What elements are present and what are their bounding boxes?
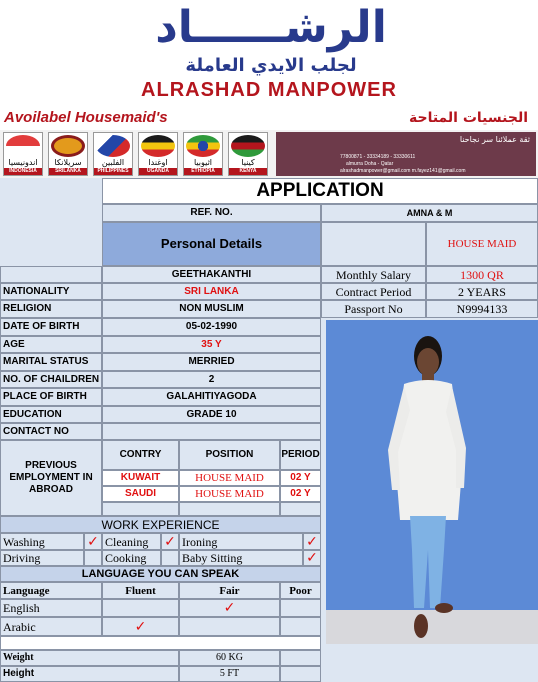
empty-cell bbox=[280, 502, 321, 516]
skill-baby-sitting-check-icon: ✓ bbox=[303, 550, 321, 566]
marital-status-value: MERRIED bbox=[102, 353, 321, 371]
contact-banner bbox=[276, 132, 536, 176]
flag-label-arabic: اثيوبيا bbox=[193, 158, 213, 167]
employment-row-period: 02 Y bbox=[280, 486, 321, 502]
contact-emails: alrashadmanpower@gmail.com m.fayez141@gmail.com bbox=[340, 168, 466, 174]
uganda-flag-icon bbox=[141, 135, 175, 157]
philippines-flag-icon bbox=[96, 135, 130, 157]
language-english-poor-empty bbox=[280, 599, 321, 617]
employment-header-period: PERIOD bbox=[280, 440, 321, 470]
flag-label-arabic: اندونيسيا bbox=[8, 158, 38, 167]
contact-phones: 77800871 - 33334189 - 33330611 bbox=[340, 154, 416, 160]
monthly-salary-value: 1300 QR bbox=[426, 266, 538, 283]
birthplace-label: PLACE OF BIRTH bbox=[0, 388, 102, 406]
ref-label: REF. NO. bbox=[102, 204, 321, 222]
flag-uganda bbox=[138, 132, 178, 176]
dob-value: 05-02-1990 bbox=[102, 318, 321, 336]
flag-indonesia bbox=[3, 132, 43, 176]
employment-row-period: 02 Y bbox=[280, 470, 321, 486]
religion-label: RELIGION bbox=[0, 300, 102, 318]
flag-label-english: PHILIPPINES bbox=[94, 168, 132, 175]
skill-washing: Washing bbox=[0, 533, 84, 550]
height-label: Height bbox=[0, 666, 179, 682]
employment-header-position: POSITION bbox=[179, 440, 280, 470]
employment-row-position: HOUSE MAID bbox=[179, 486, 280, 502]
empty-cell bbox=[179, 502, 280, 516]
nationality-label: NATIONALITY bbox=[0, 283, 102, 300]
employment-header-country: CONTRY bbox=[102, 440, 179, 470]
language-arabic-poor-empty bbox=[280, 617, 321, 636]
candidate-photo bbox=[326, 320, 538, 644]
available-nationalities-arabic: الجنسيات المتاحة bbox=[408, 110, 528, 126]
contact-no-value bbox=[102, 423, 321, 440]
language-english: English bbox=[0, 599, 102, 617]
employment-row-position: HOUSE MAID bbox=[179, 470, 280, 486]
language-arabic: Arabic bbox=[0, 617, 102, 636]
flag-label-arabic: سريلانكا bbox=[54, 158, 82, 167]
marital-status-label: MARITAL STATUS bbox=[0, 353, 102, 371]
person-figure-icon bbox=[326, 320, 538, 644]
children-label: NO. OF CHAILDREN bbox=[0, 371, 102, 388]
flag-label-arabic: اوغندا bbox=[148, 158, 168, 167]
flag-label-arabic: كينيا bbox=[241, 158, 255, 167]
form-title: APPLICATION bbox=[102, 178, 538, 204]
children-value: 2 bbox=[102, 371, 321, 388]
personal-details-heading: Personal Details bbox=[102, 222, 321, 266]
empty-cell bbox=[321, 222, 426, 266]
contact-tagline: ثقة عملائنا سر نجاحنا bbox=[459, 135, 530, 144]
flag-label-arabic: الفلبين bbox=[101, 158, 125, 167]
language-arabic-fluent-check-icon: ✓ bbox=[102, 617, 179, 636]
height-value: 5 FT bbox=[179, 666, 280, 682]
skill-driving-check-empty bbox=[84, 550, 102, 566]
flag-philippines bbox=[93, 132, 133, 176]
language-english-fluent-empty bbox=[102, 599, 179, 617]
tagline-arabic: لجلب الايدي العاملة bbox=[185, 55, 357, 76]
languages-heading: LANGUAGE YOU CAN SPEAK bbox=[0, 566, 321, 582]
skill-cleaning-check-icon: ✓ bbox=[161, 533, 179, 550]
previous-employment-label: PREVIOUS EMPLOYMENT IN ABROAD bbox=[0, 440, 102, 516]
skill-cleaning: Cleaning bbox=[102, 533, 161, 550]
language-english-fair-check-icon: ✓ bbox=[179, 599, 280, 617]
religion-value: NON MUSLIM bbox=[102, 300, 321, 318]
contact-no-label: CONTACT NO bbox=[0, 423, 102, 440]
skill-ironing: Ironing bbox=[179, 533, 303, 550]
education-label: EDUCATION bbox=[0, 406, 102, 423]
skill-cooking-check-empty bbox=[161, 550, 179, 566]
skill-driving: Driving bbox=[0, 550, 84, 566]
empty-cell bbox=[280, 666, 321, 682]
language-arabic-fair-empty bbox=[179, 617, 280, 636]
ethiopia-flag-icon bbox=[186, 135, 220, 157]
logo-arabic: الرشــــــاد bbox=[155, 2, 387, 53]
language-header-fluent: Fluent bbox=[102, 582, 179, 599]
flag-label-english: SRILANKA bbox=[49, 168, 87, 175]
language-header-language: Language bbox=[0, 582, 102, 599]
kenya-flag-icon bbox=[231, 135, 265, 157]
logo-english: ALRASHAD MANPOWER bbox=[141, 79, 397, 101]
language-header-poor: Poor bbox=[280, 582, 321, 599]
weight-value: 60 KG bbox=[179, 650, 280, 666]
skill-washing-check-icon: ✓ bbox=[84, 533, 102, 550]
age-label: AGE bbox=[0, 336, 102, 353]
weight-label: Weight bbox=[0, 650, 179, 666]
nationality-flag-strip bbox=[0, 130, 538, 178]
empty-cell bbox=[102, 502, 179, 516]
birthplace-value: GALAHITIYAGODA bbox=[102, 388, 321, 406]
flag-ethiopia bbox=[183, 132, 223, 176]
flag-srilanka bbox=[48, 132, 88, 176]
available-nationalities-english: Avoilabel Housemaid's bbox=[4, 109, 168, 126]
contact-address: almurra Doha - Qatar bbox=[346, 161, 394, 167]
empty-cell bbox=[0, 266, 102, 283]
skill-baby-sitting: Baby Sitting bbox=[179, 550, 303, 566]
contract-period-value: 2 YEARS bbox=[426, 283, 538, 300]
ref-value: AMNA & M bbox=[321, 204, 538, 222]
candidate-name: GEETHAKANTHI bbox=[102, 266, 321, 283]
employment-row-country: KUWAIT bbox=[102, 470, 179, 486]
skill-cooking: Cooking bbox=[102, 550, 161, 566]
nationality-value: SRI LANKA bbox=[102, 283, 321, 300]
passport-label: Passport No bbox=[321, 300, 426, 318]
flag-label-english: KENYA bbox=[229, 168, 267, 175]
flag-label-english: INDONESIA bbox=[4, 168, 42, 175]
education-value: GRADE 10 bbox=[102, 406, 321, 423]
work-experience-heading: WORK EXPERIENCE bbox=[0, 516, 321, 533]
employment-row-country: SAUDI bbox=[102, 486, 179, 502]
dob-label: DATE OF BIRTH bbox=[0, 318, 102, 336]
flag-kenya bbox=[228, 132, 268, 176]
monthly-salary-label: Monthly Salary bbox=[321, 266, 426, 283]
passport-value: N9994133 bbox=[426, 300, 538, 318]
age-value: 35 Y bbox=[102, 336, 321, 353]
indonesia-flag-icon bbox=[6, 135, 40, 157]
language-header-fair: Fair bbox=[179, 582, 280, 599]
position-applied: HOUSE MAID bbox=[426, 222, 538, 266]
empty-cell bbox=[280, 650, 321, 666]
spacer-row bbox=[0, 636, 321, 650]
flag-label-english: UGANDA bbox=[139, 168, 177, 175]
skill-ironing-check-icon: ✓ bbox=[303, 533, 321, 550]
srilanka-flag-icon bbox=[51, 135, 85, 157]
flag-label-english: ETHIOPIA bbox=[184, 168, 222, 175]
company-header bbox=[0, 0, 538, 130]
contract-period-label: Contract Period bbox=[321, 283, 426, 300]
